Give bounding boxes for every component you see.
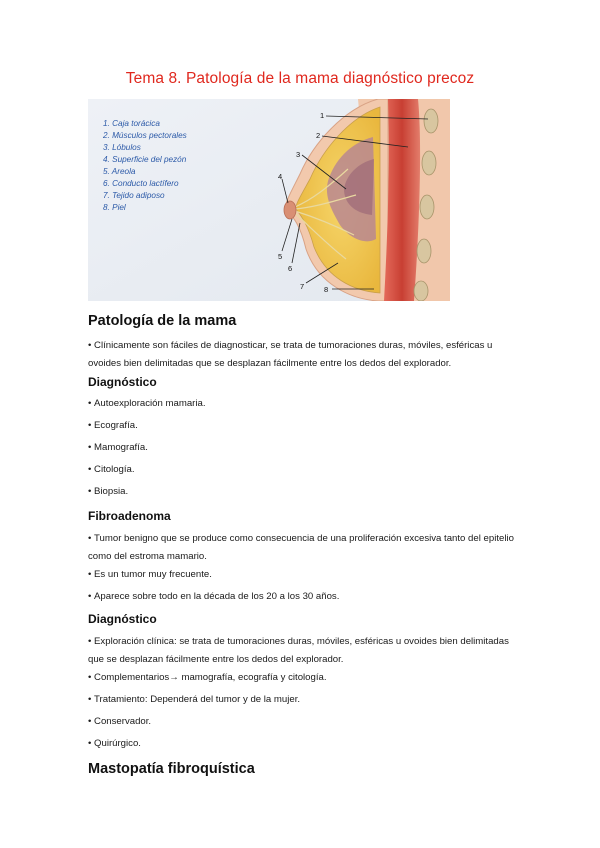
- list-item: • Tratamiento: Dependerá del tumor y de la mujer.: [88, 691, 518, 709]
- legend-item-4: 4. Superficie del pezón: [103, 155, 187, 164]
- list-item: • Quirúrgico.: [88, 735, 518, 753]
- page-title: Tema 8. Patología de la mama diagnóstico precoz: [125, 70, 475, 87]
- legend-item-8: 8. Piel: [103, 203, 126, 212]
- legend-item-3: 3. Lóbulos: [103, 143, 141, 152]
- callout-label-4: 4: [278, 172, 283, 181]
- heading-patologia: Patología de la mama: [88, 313, 237, 329]
- callout-label-8: 8: [324, 285, 329, 294]
- callout-label-7: 7: [300, 282, 305, 291]
- legend-item-5: 5. Areola: [103, 167, 136, 176]
- list-item: • Mamografía.: [88, 439, 518, 457]
- legend-item-6: 6. Conducto lactífero: [103, 179, 179, 188]
- heading-diagnostico-2: Diagnóstico: [88, 612, 157, 626]
- breast-anatomy-figure: [88, 99, 450, 301]
- list-item: • Es un tumor muy frecuente.: [88, 566, 518, 584]
- callout-label-5: 5: [278, 252, 283, 261]
- list-item: • Autoexploración mamaria.: [88, 395, 518, 413]
- list-item: • Exploración clínica: se trata de tumoraciones duras, móviles, esféricas u ovoides bien delimitadas que se desplazan fácilmente entre los dedos del explorador.: [88, 633, 518, 669]
- heading-fibroadenoma: Fibroadenoma: [88, 509, 171, 523]
- breast-anatomy-illustration: [88, 99, 450, 301]
- callout-label-2: 2: [316, 131, 321, 140]
- list-item: • Ecografía.: [88, 417, 518, 435]
- list-item: • Conservador.: [88, 713, 518, 731]
- list-item: • Aparece sobre todo en la década de los 20 a los 30 años.: [88, 588, 518, 606]
- legend-item-2: 2. Músculos pectorales: [103, 131, 187, 140]
- legend-item-1: 1. Caja torácica: [103, 119, 160, 128]
- list-item: • Complementarios→ mamografía, ecografía y citología.: [88, 669, 518, 687]
- heading-diagnostico-1: Diagnóstico: [88, 375, 157, 389]
- legend-item-7: 7. Tejido adiposo: [103, 191, 165, 200]
- list-item: • Tumor benigno que se produce como consecuencia de una proliferación excesiva tanto del epitelio como del estroma mamario.: [88, 530, 518, 566]
- paragraph-patologia: • Clínicamente son fáciles de diagnosticar, se trata de tumoraciones duras, móviles, esféricas u ovoides bien delimitadas que se desplazan fácilmente entre los dedos del explorador.: [88, 337, 518, 373]
- list-item: • Citología.: [88, 461, 518, 479]
- callout-label-6: 6: [288, 264, 293, 273]
- callout-label-1: 1: [320, 111, 325, 120]
- list-item: • Biopsia.: [88, 483, 518, 501]
- heading-mastopatia: Mastopatía fibroquística: [88, 761, 255, 777]
- callout-label-3: 3: [296, 150, 301, 159]
